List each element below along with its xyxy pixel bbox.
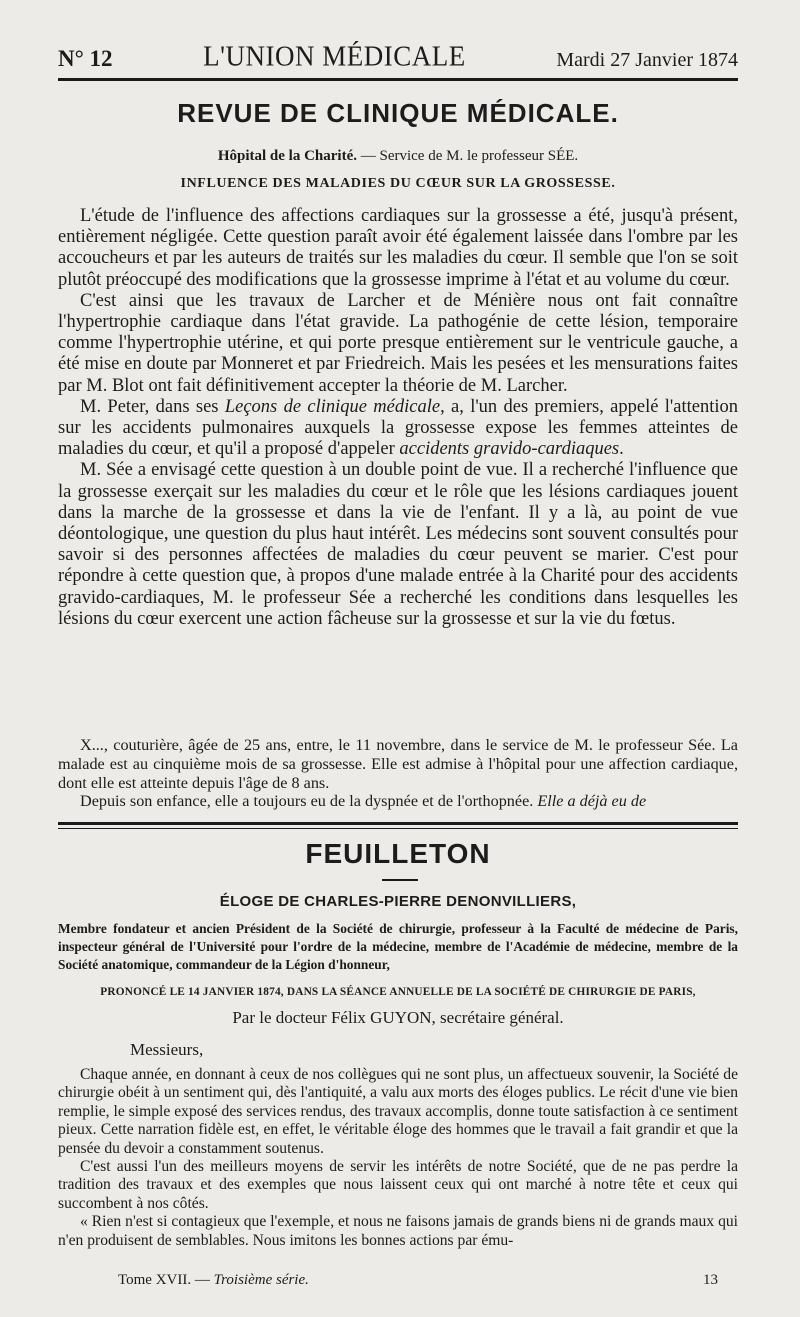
serie-text: Troisième série. xyxy=(213,1272,309,1288)
tome-label xyxy=(58,1272,309,1289)
book-title: Leçons de clinique médicale xyxy=(224,396,441,417)
issue-date: Mardi 27 Janvier 1874 xyxy=(556,49,738,71)
term-italic: accidents gravido-cardiaques xyxy=(399,439,620,460)
text-run: M. Peter, dans ses xyxy=(80,396,225,417)
page-number: 13 xyxy=(703,1272,718,1288)
eloge-heading: ÉLOGE DE CHARLES-PIERRE DENONVILLIERS, xyxy=(219,893,577,910)
text-run: . xyxy=(619,439,624,460)
tome-text: Tome XVII. — xyxy=(118,1272,214,1288)
case-report xyxy=(58,736,738,811)
section-title: REVUE DE CLINIQUE MÉDICALE. xyxy=(177,98,619,128)
feuilleton-short-rule xyxy=(382,879,418,881)
page-footer xyxy=(58,1272,738,1289)
text-run: Depuis son enfance, elle a toujours eu de la dyspnée et de l'orthopnée. xyxy=(80,792,538,811)
salutation: Messieurs, xyxy=(130,1040,204,1059)
feuilleton-rule-thin xyxy=(58,828,738,829)
article-heading: INFLUENCE DES MALADIES DU CŒUR SUR LA GROSSESSE. xyxy=(180,176,616,191)
journal-title: L'UNION MÉDICALE xyxy=(203,40,466,72)
eloge-credentials: Membre fondateur et ancien Président de la Société de chirurgie, professeur à la Faculté de médecine de Paris, inspecteur général de l'Université pour l'ordre de la médecine, membre de l'Académie de médecine, membre de la Société anatomique, commandeur de la Légion d'honneur, xyxy=(58,921,738,972)
article-paragraph-4: M. Sée a envisagé cette question à un double point de vue. Il a recherché l'influence que la grossesse exerçait sur les maladies du cœur et le rôle que les lésions cardiaques jouent dans la marche de la grossesse et dans la vie de l'enfant. Il y a là, au point de vue déontologique, une question du plus haut intérêt. Les médecins sont souvent consultés pour savoir si des personnes affectées de maladies du cœur peuvent se marier. C'est pour répondre à cette question que, à propos d'une malade entrée à la Charité pour des accidents gravido-cardiaques, M. le professeur Sée a recherché les conditions dans lesquelles les lésions du cœur exercent une action fâcheuse sur la grossesse et sur la vie du fœtus. xyxy=(58,460,738,629)
speech-body xyxy=(58,1066,738,1250)
hospital-service: — Service de M. le professeur SÉE. xyxy=(356,148,579,164)
speech-paragraph-1: Chaque année, en donnant à ceux de nos collègues qui ne sont plus, un affectueux souvenir, la Société de chirurgie obéit à un sentiment qui, dès l'antiquité, a valu aux morts des éloges publics. Le récit d'une vie bien remplie, le simple exposé des services rendus, des travaux accomplis, donne toute satisfaction à ce sentiment pieux. Cette narration fidèle est, en effet, le véritable éloge des hommes que le travail a fait grandir et que la pensée du devoir a constamment soutenus. xyxy=(58,1066,738,1157)
article-paragraph-2: C'est ainsi que les travaux de Larcher et de Ménière nous ont fait connaître l'hypertrophie cardiaque dans l'état gravide. La pathogénie de cette lésion, temporaire comme l'hypertrophie utérine, et qui porte presque entièrement sur le ventricule gauche, a été mise en doute par Monneret et par Friedreich. Mais les pesées et les mensurations faites par M. Blot ont fait définitivement accepter la théorie de M. Larcher. xyxy=(58,290,738,396)
speech-paragraph-3: « Rien n'est si contagieux que l'exemple, et nous ne faisons jamais de grands biens ni de grands maux qui n'en produisent de semblables. Nous imitons les bonnes actions par ému- xyxy=(58,1213,738,1249)
feuilleton-title: FEUILLETON xyxy=(305,838,491,869)
masthead xyxy=(58,40,738,72)
case-paragraph-2 xyxy=(58,792,738,811)
hospital-name: Hôpital de la Charité. xyxy=(217,148,357,164)
hospital-line xyxy=(58,148,738,165)
text-italic: Elle a déjà eu de xyxy=(537,792,647,811)
speech-paragraph-2: C'est aussi l'un des meilleurs moyens de servir les intérêts de notre Société, que de ne pas perdre la tradition des travaux et des exemples que nous laissent ceux qui ont marché à notre tête et ceux qui succombent à nos côtés. xyxy=(58,1158,738,1212)
feuilleton-rule xyxy=(58,822,738,825)
eloge-author: Par le docteur Félix GUYON, secrétaire général. xyxy=(232,1008,564,1027)
article-body xyxy=(58,206,738,630)
eloge-occasion: PRONONCÉ LE 14 JANVIER 1874, DANS LA SÉANCE ANNUELLE DE LA SOCIÉTÉ DE CHIRURGIE DE PARIS, xyxy=(100,986,696,998)
masthead-rule xyxy=(58,78,738,81)
case-paragraph-1: X..., couturière, âgée de 25 ans, entre, le 11 novembre, dans le service de M. le professeur Sée. La malade est au cinquième mois de sa grossesse. Elle est admise à l'hôpital pour une affection cardiaque, dont elle est atteinte depuis l'âge de 8 ans. xyxy=(58,736,738,792)
article-paragraph-3 xyxy=(58,397,738,461)
article-paragraph-1: L'étude de l'influence des affections cardiaques sur la grossesse a été, jusqu'à présent, entièrement négligée. Cette question paraît avoir été également laissée dans l'ombre par les accoucheurs et par les auteurs de traités sur les maladies du cœur. Il semble que l'on se soit plutôt préoccupé des modifications que la grossesse imprime à l'état et au volume du cœur. xyxy=(58,206,738,290)
text-run: , a, l'un des premiers, appelé l'attention sur les accidents pulmonaires auxquels la grossesse expose les femmes atteintes de maladies du cœur, et qu'il a proposé d'appeler xyxy=(58,396,738,460)
issue-number: N° 12 xyxy=(58,46,113,71)
